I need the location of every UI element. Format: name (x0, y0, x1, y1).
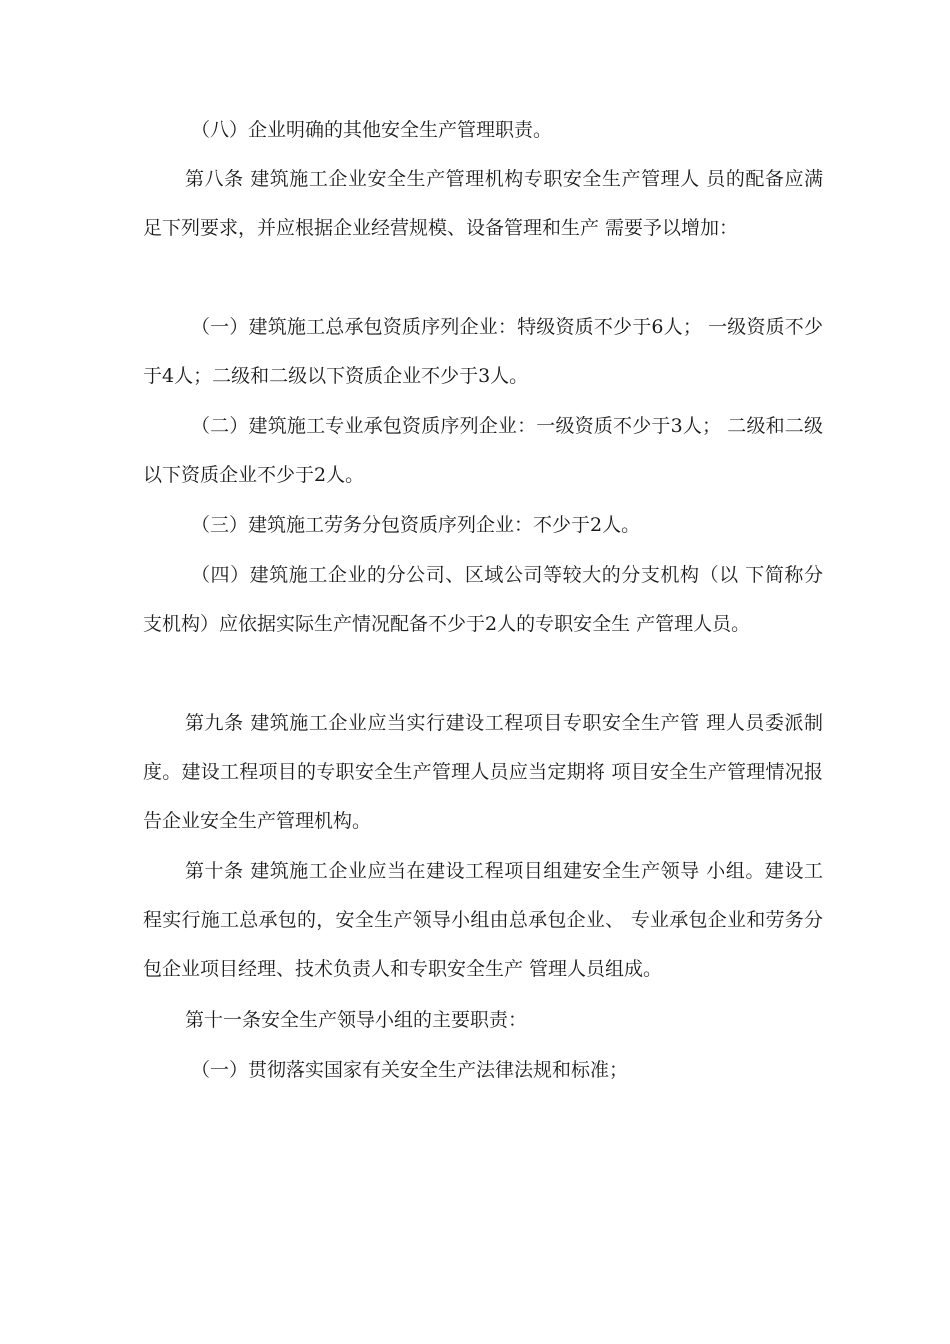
paragraph-article-9: 第九条 建筑施工企业应当实行建设工程项目专职安全生产管 理人员委派制度。建设工程项目的专职安全生产管理人员应当定期将 项目安全生产管理情况报告企业安全生产管理机构。 (143, 712, 823, 832)
paragraph-article-8: 第八条 建筑施工企业安全生产管理机构专职安全生产管理人 员的配备应满足下列要求，并应根据企业经营规模、设备管理和生产 需要予以增加： (143, 168, 823, 239)
paragraph-article-11-item-1: （一）贯彻落实国家有关安全生产法律法规和标准； (191, 1059, 629, 1081)
paragraph-article-8-item-4: （四）建筑施工企业的分公司、区域公司等较大的分支机构（以 下简称分支机构）应依据实际生产情况配备不少于2人的专职安全生 产管理人员。 (143, 564, 823, 635)
paragraph-article-10: 第十条 建筑施工企业应当在建设工程项目组建安全生产领导 小组。建设工程实行施工总承包的，安全生产领导小组由总承包企业、 专业承包企业和劳务分包企业项目经理、技术负责人和专职安全生产 管理人员组成。 (143, 860, 823, 980)
paragraph-article-8-item-2: （二）建筑施工专业承包资质序列企业：一级资质不少于3人； 二级和二级以下资质企业不少于2人。 (143, 415, 823, 486)
paragraph-item-8-duty: （八）企业明确的其他安全生产管理职责。 (191, 119, 553, 141)
paragraph-article-8-item-3: （三）建筑施工劳务分包资质序列企业：不少于2人。 (191, 514, 641, 536)
paragraph-article-8-item-1: （一）建筑施工总承包资质序列企业：特级资质不少于6人； 一级资质不少于4人；二级和二级以下资质企业不少于3人。 (143, 316, 823, 387)
paragraph-article-11: 第十一条安全生产领导小组的主要职责： (185, 1009, 528, 1031)
